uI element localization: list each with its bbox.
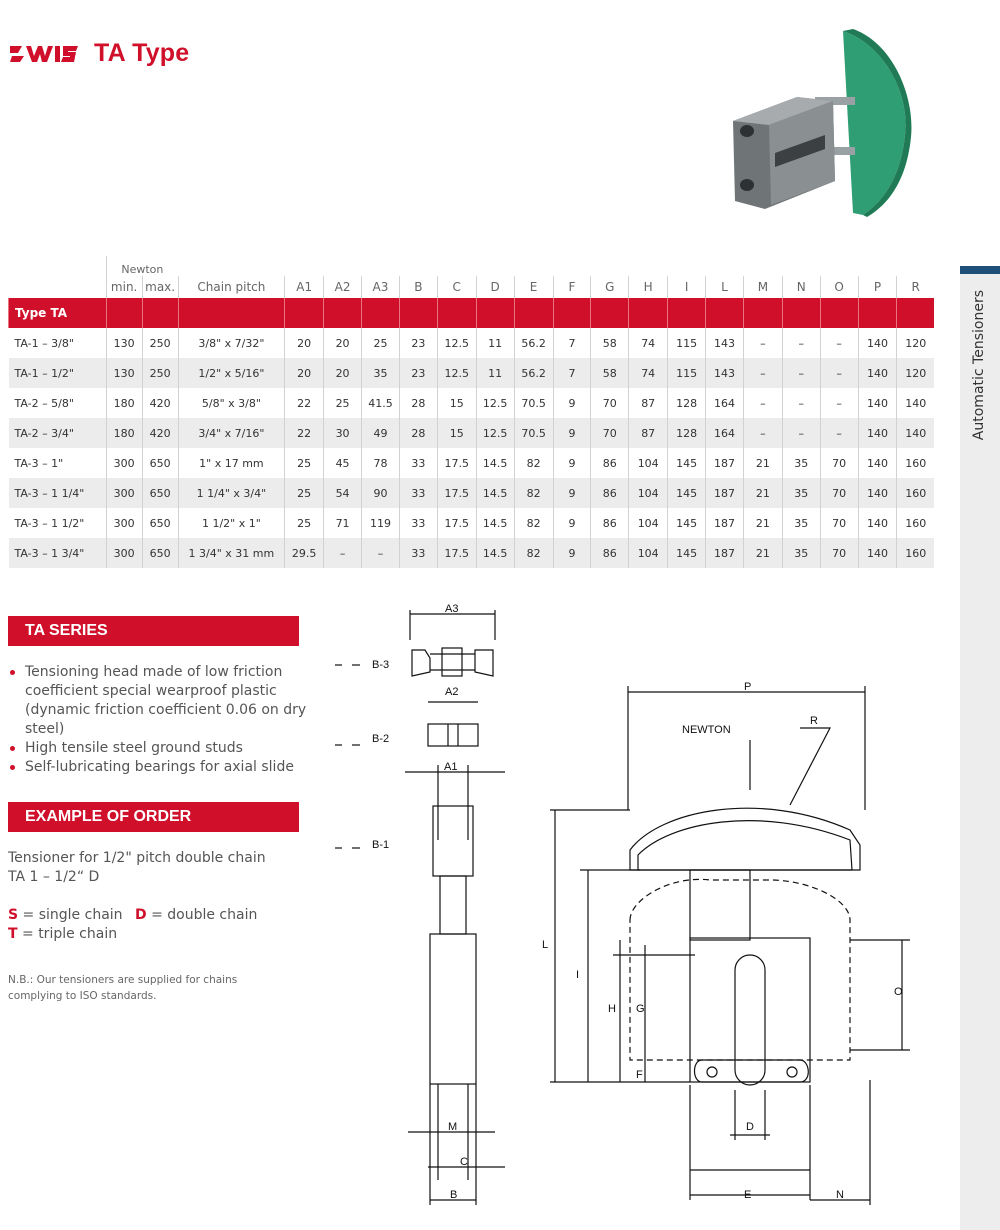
table-cell: 128 xyxy=(668,388,706,418)
table-cell: 58 xyxy=(591,328,629,358)
table-cell: 86 xyxy=(591,478,629,508)
key-t: T xyxy=(8,926,18,942)
table-cell: 14.5 xyxy=(476,508,514,538)
table-cell: 9 xyxy=(553,508,591,538)
table-row xyxy=(9,358,935,388)
table-cell: 70.5 xyxy=(514,388,553,418)
feature-list xyxy=(8,663,308,777)
table-cell: 78 xyxy=(362,448,400,478)
group-label: Type TA xyxy=(9,298,107,328)
table-cell: 35 xyxy=(782,478,820,508)
table-cell: 11 xyxy=(476,358,514,388)
table-cell: 28 xyxy=(399,418,437,448)
row-type-cell: TA-3 – 1" xyxy=(9,448,107,478)
table-cell: 140 xyxy=(858,448,897,478)
table-cell: 70 xyxy=(820,478,858,508)
table-cell: 17.5 xyxy=(437,478,476,508)
column-header: I xyxy=(668,276,706,298)
table-cell: 11 xyxy=(476,328,514,358)
table-cell: 9 xyxy=(553,448,591,478)
label-h: H xyxy=(608,1003,616,1015)
table-cell: 180 xyxy=(106,388,142,418)
label-c: C xyxy=(460,1156,468,1168)
table-cell: 650 xyxy=(142,508,178,538)
label-a3: A3 xyxy=(445,603,459,615)
table-cell: 104 xyxy=(629,478,668,508)
table-cell: 140 xyxy=(858,388,897,418)
table-cell: 140 xyxy=(858,508,897,538)
table-cell: 160 xyxy=(897,508,934,538)
group-cell xyxy=(142,298,178,328)
table-cell: 82 xyxy=(514,508,553,538)
table-cell: 49 xyxy=(362,418,400,448)
table-cell: 86 xyxy=(591,448,629,478)
column-header: A3 xyxy=(362,276,400,298)
table-cell: 1 3/4" x 31 mm xyxy=(178,538,285,568)
table-cell: 33 xyxy=(399,478,437,508)
table-cell: – xyxy=(820,328,858,358)
table-cell: 650 xyxy=(142,448,178,478)
table-cell: 35 xyxy=(782,448,820,478)
column-header-row xyxy=(9,276,935,298)
table-cell: 15 xyxy=(437,418,476,448)
table-cell: 87 xyxy=(629,388,668,418)
brand-logo xyxy=(8,40,80,66)
table-cell: 650 xyxy=(142,538,178,568)
table-cell: 12.5 xyxy=(476,388,514,418)
table-cell: 9 xyxy=(553,538,591,568)
label-m: M xyxy=(448,1121,458,1133)
table-cell: 9 xyxy=(553,388,591,418)
label-l: L xyxy=(542,939,549,951)
table-cell: 70 xyxy=(820,538,858,568)
table-cell: 140 xyxy=(858,538,897,568)
table-cell: 120 xyxy=(897,358,934,388)
row-type-cell: TA-3 – 1 3/4" xyxy=(9,538,107,568)
table-cell: 115 xyxy=(668,358,706,388)
table-cell: 164 xyxy=(706,418,744,448)
table-cell: 3/8" x 7/32" xyxy=(178,328,285,358)
column-header: R xyxy=(897,276,934,298)
table-cell: 23 xyxy=(399,328,437,358)
group-cell xyxy=(324,298,362,328)
table-cell: 12.5 xyxy=(437,358,476,388)
table-cell: – xyxy=(743,388,782,418)
table-cell: 30 xyxy=(324,418,362,448)
group-cell xyxy=(858,298,897,328)
table-cell: 1/2" x 5/16" xyxy=(178,358,285,388)
table-row xyxy=(9,508,935,538)
table-cell: 300 xyxy=(106,508,142,538)
table-cell: 17.5 xyxy=(437,448,476,478)
brand-header xyxy=(8,38,189,68)
label-newton: NEWTON xyxy=(682,724,731,736)
table-cell: 33 xyxy=(399,508,437,538)
table-cell: 35 xyxy=(362,358,400,388)
table-cell: 300 xyxy=(106,538,142,568)
column-header: min. xyxy=(106,276,142,298)
table-cell: 86 xyxy=(591,538,629,568)
table-cell: – xyxy=(362,538,400,568)
table-cell: 17.5 xyxy=(437,538,476,568)
label-r: R xyxy=(810,715,818,727)
table-cell: 14.5 xyxy=(476,448,514,478)
table-cell: 300 xyxy=(106,478,142,508)
table-cell: 140 xyxy=(858,328,897,358)
feature-item: Self-lubricating bearings for axial slide xyxy=(8,758,308,777)
feature-item: High tensile steel ground studs xyxy=(8,739,308,758)
group-cell xyxy=(285,298,324,328)
table-cell: 29.5 xyxy=(285,538,324,568)
row-type-cell: TA-1 – 1/2" xyxy=(9,358,107,388)
group-cell xyxy=(362,298,400,328)
table-corner xyxy=(9,256,107,276)
table-cell: 25 xyxy=(324,388,362,418)
table-cell: 22 xyxy=(285,388,324,418)
table-cell: 82 xyxy=(514,538,553,568)
table-cell: 21 xyxy=(743,448,782,478)
label-o: O xyxy=(894,986,903,998)
table-cell: 14.5 xyxy=(476,478,514,508)
table-cell: 115 xyxy=(668,328,706,358)
column-header: O xyxy=(820,276,858,298)
spec-table xyxy=(8,256,934,568)
column-header: H xyxy=(629,276,668,298)
table-cell: 15 xyxy=(437,388,476,418)
table-cell: 35 xyxy=(782,538,820,568)
side-tab-accent xyxy=(960,266,1000,274)
table-cell: – xyxy=(820,358,858,388)
table-cell: 25 xyxy=(285,478,324,508)
column-header: Chain pitch xyxy=(178,276,285,298)
label-b1: B-1 xyxy=(372,839,390,851)
table-cell: 74 xyxy=(629,328,668,358)
key-s-text: = single chain xyxy=(22,907,123,923)
label-a2: A2 xyxy=(445,686,459,698)
table-cell: 45 xyxy=(324,448,362,478)
column-header: A1 xyxy=(285,276,324,298)
key-s: S xyxy=(8,907,19,923)
table-cell: 420 xyxy=(142,418,178,448)
order-line-2: TA 1 – 1/2“ D xyxy=(8,869,100,885)
label-e: E xyxy=(744,1189,752,1201)
table-cell: 140 xyxy=(858,358,897,388)
table-cell: 300 xyxy=(106,448,142,478)
column-header: M xyxy=(743,276,782,298)
newton-header: Newton xyxy=(106,256,178,276)
row-type-cell: TA-2 – 5/8" xyxy=(9,388,107,418)
table-cell: 7 xyxy=(553,358,591,388)
table-cell: 23 xyxy=(399,358,437,388)
key-t-text: = triple chain xyxy=(22,926,118,942)
table-cell: – xyxy=(324,538,362,568)
label-b2: B-2 xyxy=(372,733,390,745)
group-cell xyxy=(106,298,142,328)
table-cell: 160 xyxy=(897,448,934,478)
table-cell: – xyxy=(820,418,858,448)
group-cell xyxy=(514,298,553,328)
label-a1: A1 xyxy=(444,761,458,773)
table-cell: 21 xyxy=(743,538,782,568)
table-cell: 143 xyxy=(706,358,744,388)
table-cell: 17.5 xyxy=(437,508,476,538)
table-cell: 650 xyxy=(142,478,178,508)
column-header: F xyxy=(553,276,591,298)
feature-item: Tensioning head made of low friction coefficient special wearproof plastic (dynamic friction coefficient 0.06 on dry steel) xyxy=(8,663,308,739)
table-cell: 20 xyxy=(285,328,324,358)
group-cell xyxy=(706,298,744,328)
table-cell: 104 xyxy=(629,508,668,538)
table-cell: 140 xyxy=(897,418,934,448)
table-cell: 70.5 xyxy=(514,418,553,448)
table-cell: 130 xyxy=(106,358,142,388)
table-cell: 33 xyxy=(399,448,437,478)
key-d: D xyxy=(135,907,147,923)
group-cell xyxy=(591,298,629,328)
table-cell: 250 xyxy=(142,358,178,388)
table-cell: 187 xyxy=(706,508,744,538)
table-cell: 1 1/2" x 1" xyxy=(178,508,285,538)
label-f: F xyxy=(636,1069,643,1081)
table-cell: 70 xyxy=(591,388,629,418)
table-cell: 9 xyxy=(553,478,591,508)
side-tab-label: Automatic Tensioners xyxy=(971,290,987,441)
table-cell: 70 xyxy=(591,418,629,448)
table-cell: 1" x 17 mm xyxy=(178,448,285,478)
table-cell: 7 xyxy=(553,328,591,358)
row-type-cell: TA-1 – 3/8" xyxy=(9,328,107,358)
group-cell xyxy=(553,298,591,328)
group-cell xyxy=(820,298,858,328)
table-cell: 140 xyxy=(858,418,897,448)
table-cell: 41.5 xyxy=(362,388,400,418)
column-header: L xyxy=(706,276,744,298)
group-row xyxy=(9,298,935,328)
table-cell: – xyxy=(782,358,820,388)
column-header: P xyxy=(858,276,897,298)
table-row xyxy=(9,448,935,478)
table-row xyxy=(9,388,935,418)
order-key-line xyxy=(8,906,257,925)
table-cell: 82 xyxy=(514,478,553,508)
table-cell: – xyxy=(782,388,820,418)
table-cell: 90 xyxy=(362,478,400,508)
table-cell: 160 xyxy=(897,478,934,508)
group-cell xyxy=(782,298,820,328)
table-cell: 9 xyxy=(553,418,591,448)
order-note: N.B.: Our tensioners are supplied for chains complying to ISO standards. xyxy=(8,974,238,1002)
label-d: D xyxy=(746,1121,754,1133)
table-cell: 70 xyxy=(820,448,858,478)
row-type-cell: TA-2 – 3/4" xyxy=(9,418,107,448)
table-cell: 187 xyxy=(706,478,744,508)
label-i: I xyxy=(576,969,580,981)
group-cell xyxy=(437,298,476,328)
order-key-line-2 xyxy=(8,925,117,944)
table-cell: 187 xyxy=(706,448,744,478)
table-cell: 20 xyxy=(324,328,362,358)
table-cell: 56.2 xyxy=(514,328,553,358)
table-cell: 160 xyxy=(897,538,934,568)
table-cell: 12.5 xyxy=(437,328,476,358)
product-image xyxy=(725,25,915,220)
table-cell: 420 xyxy=(142,388,178,418)
table-cell: 56.2 xyxy=(514,358,553,388)
table-cell: – xyxy=(782,328,820,358)
table-cell: 104 xyxy=(629,448,668,478)
column-header: G xyxy=(591,276,629,298)
group-cell xyxy=(743,298,782,328)
table-cell: 120 xyxy=(897,328,934,358)
row-type-cell: TA-3 – 1 1/2" xyxy=(9,508,107,538)
table-cell: 164 xyxy=(706,388,744,418)
table-cell: 3/4" x 7/16" xyxy=(178,418,285,448)
group-cell xyxy=(476,298,514,328)
table-row xyxy=(9,328,935,358)
table-cell: 143 xyxy=(706,328,744,358)
row-type-cell: TA-3 – 1 1/4" xyxy=(9,478,107,508)
label-g: G xyxy=(636,1003,645,1015)
table-cell: 14.5 xyxy=(476,538,514,568)
table-cell: 145 xyxy=(668,508,706,538)
table-cell: 5/8" x 3/8" xyxy=(178,388,285,418)
table-cell: 22 xyxy=(285,418,324,448)
key-d-text: = double chain xyxy=(151,907,258,923)
order-heading: EXAMPLE OF ORDER xyxy=(8,802,299,832)
table-cell: 82 xyxy=(514,448,553,478)
table-cell: 1 1/4" x 3/4" xyxy=(178,478,285,508)
column-header: N xyxy=(782,276,820,298)
table-cell: 25 xyxy=(285,448,324,478)
table-row xyxy=(9,478,935,508)
group-cell xyxy=(897,298,934,328)
table-cell: 250 xyxy=(142,328,178,358)
table-cell: 145 xyxy=(668,538,706,568)
table-cell: 58 xyxy=(591,358,629,388)
group-cell xyxy=(629,298,668,328)
table-cell: 70 xyxy=(820,508,858,538)
table-cell: 128 xyxy=(668,418,706,448)
table-cell: 54 xyxy=(324,478,362,508)
group-cell xyxy=(399,298,437,328)
column-header: E xyxy=(514,276,553,298)
table-cell: – xyxy=(743,418,782,448)
label-b: B xyxy=(450,1189,458,1201)
table-row xyxy=(9,538,935,568)
table-cell: 33 xyxy=(399,538,437,568)
label-p: P xyxy=(744,681,752,693)
table-cell: 20 xyxy=(285,358,324,388)
group-cell xyxy=(178,298,285,328)
column-header: D xyxy=(476,276,514,298)
table-cell: 21 xyxy=(743,478,782,508)
table-cell: 35 xyxy=(782,508,820,538)
table-cell: 25 xyxy=(362,328,400,358)
table-cell: 25 xyxy=(285,508,324,538)
table-cell: 187 xyxy=(706,538,744,568)
side-tab-label-wrap xyxy=(964,290,994,450)
column-header: max. xyxy=(142,276,178,298)
label-b3: B-3 xyxy=(372,659,390,671)
table-cell: 104 xyxy=(629,538,668,568)
table-cell: 145 xyxy=(668,478,706,508)
table-cell: 86 xyxy=(591,508,629,538)
table-row xyxy=(9,418,935,448)
table-cell: – xyxy=(820,388,858,418)
column-header: A2 xyxy=(324,276,362,298)
table-cell: – xyxy=(743,358,782,388)
table-cell: 12.5 xyxy=(476,418,514,448)
table-cell: 71 xyxy=(324,508,362,538)
table-cell: 130 xyxy=(106,328,142,358)
table-cell: 145 xyxy=(668,448,706,478)
table-cell: 74 xyxy=(629,358,668,388)
table-cell: – xyxy=(782,418,820,448)
series-heading: TA SERIES xyxy=(8,616,299,646)
label-n: N xyxy=(836,1189,844,1201)
technical-drawing xyxy=(330,600,930,1220)
column-header: B xyxy=(399,276,437,298)
group-cell xyxy=(668,298,706,328)
table-cell: 87 xyxy=(629,418,668,448)
table-cell: 119 xyxy=(362,508,400,538)
column-header: C xyxy=(437,276,476,298)
table-cell: 140 xyxy=(897,388,934,418)
page-title: TA Type xyxy=(94,38,190,67)
table-cell: 28 xyxy=(399,388,437,418)
order-line-1: Tensioner for 1/2" pitch double chain xyxy=(8,850,266,866)
table-cell: 140 xyxy=(858,478,897,508)
table-cell: 180 xyxy=(106,418,142,448)
table-cell: 20 xyxy=(324,358,362,388)
table-cell: – xyxy=(743,328,782,358)
table-cell: 21 xyxy=(743,508,782,538)
